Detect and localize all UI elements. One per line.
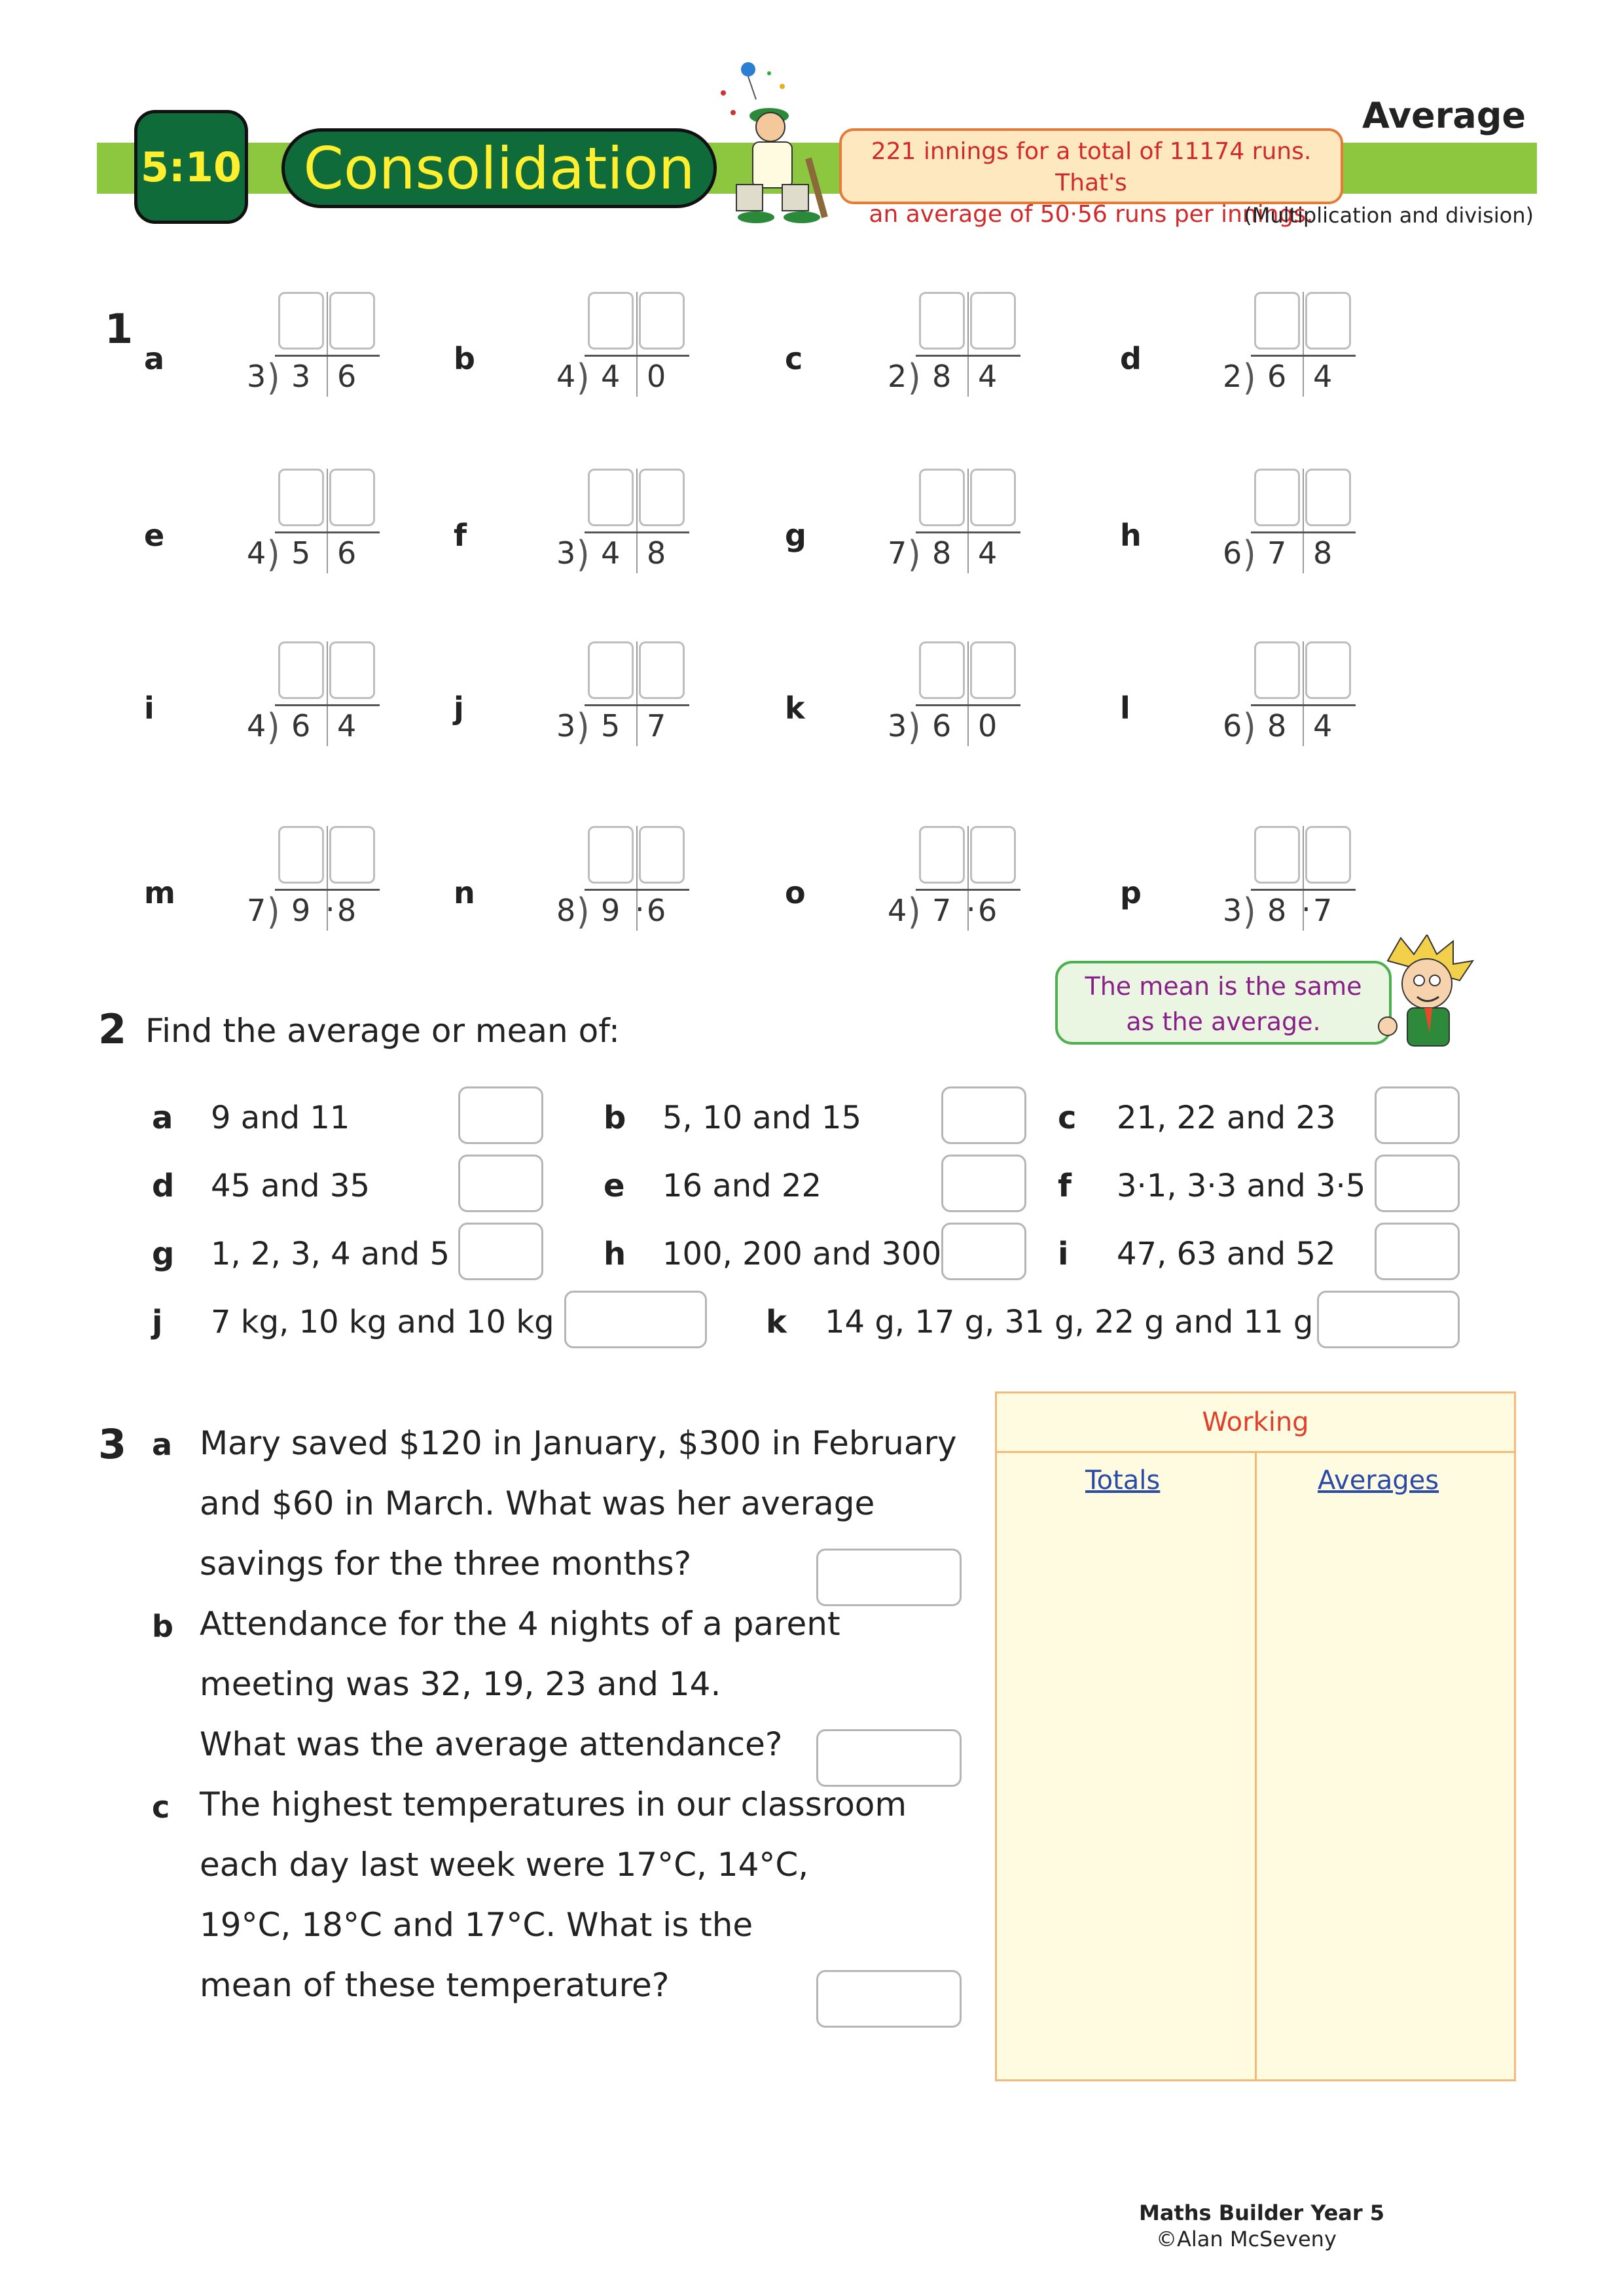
- item-label: d: [152, 1168, 175, 1204]
- problem-label: c: [785, 341, 803, 376]
- quotient-units-box[interactable]: [1305, 469, 1351, 526]
- item-label: j: [152, 1304, 163, 1340]
- answer-box-i[interactable]: [1375, 1223, 1460, 1280]
- boy-illustration: [1362, 935, 1492, 1047]
- division-problem-b: [454, 292, 693, 399]
- quotient-tens-box[interactable]: [278, 292, 324, 350]
- division-bar: [275, 531, 380, 533]
- dividend-first-digit: 4: [601, 359, 621, 394]
- question-3b-line-3: What was the average attendance?: [200, 1725, 783, 1763]
- quotient-units-box[interactable]: [639, 826, 685, 884]
- problem-label: e: [144, 518, 165, 553]
- question-2-number: 2: [98, 1005, 127, 1053]
- division-bracket: ): [908, 357, 921, 399]
- answer-box-d[interactable]: [458, 1155, 543, 1212]
- dividend-first-digit: 9: [601, 893, 621, 928]
- divisor: 4: [247, 708, 266, 744]
- problem-label: i: [144, 691, 154, 726]
- divisor: 3: [888, 708, 907, 744]
- place-value-divider: [327, 641, 328, 746]
- answer-box-j[interactable]: [564, 1291, 707, 1348]
- quotient-units-box[interactable]: [970, 292, 1016, 350]
- item-label: e: [604, 1168, 625, 1204]
- dividend-first-digit: 6: [932, 708, 952, 744]
- item-label: f: [1058, 1168, 1072, 1204]
- book-title: Maths Builder Year 5: [1139, 2200, 1385, 2225]
- answer-box-h[interactable]: [941, 1223, 1026, 1280]
- divisor: 4: [556, 359, 576, 394]
- problem-label: f: [454, 518, 467, 553]
- cricketer-illustration: [710, 60, 844, 227]
- item-label: c: [1058, 1100, 1077, 1136]
- division-bar: [585, 889, 689, 891]
- problem-label: a: [144, 341, 165, 376]
- question-3a-answer-box[interactable]: [816, 1549, 962, 1606]
- dividend-first-digit: 8: [932, 359, 952, 394]
- dividend-first-digit: 8: [932, 535, 952, 571]
- quotient-tens-box[interactable]: [1254, 469, 1300, 526]
- item-label: b: [604, 1100, 626, 1136]
- dividend-first-digit: 7: [1267, 535, 1287, 571]
- dividend-second-digit: 7: [1313, 893, 1333, 928]
- item-numbers: 16 and 22: [662, 1168, 821, 1204]
- topic-heading: Average: [1362, 95, 1526, 136]
- division-bracket: ): [908, 891, 921, 933]
- division-bar: [1251, 889, 1356, 891]
- place-value-divider: [327, 469, 328, 573]
- division-bar: [916, 355, 1020, 357]
- dividend-second-digit: 6: [337, 535, 357, 571]
- decimal-point: ·: [325, 891, 335, 927]
- division-problem-h: [1120, 469, 1359, 575]
- question-3c-answer-box[interactable]: [816, 1970, 962, 2028]
- problem-label: l: [1120, 691, 1130, 726]
- divisor: 3: [247, 359, 266, 394]
- question-3b-line-1: Attendance for the 4 nights of a parent: [200, 1605, 840, 1643]
- dividend-first-digit: 3: [291, 359, 311, 394]
- answer-box-f[interactable]: [1375, 1155, 1460, 1212]
- divisor: 7: [888, 535, 907, 571]
- item-numbers: 9 and 11: [211, 1100, 350, 1136]
- division-problem-j: [454, 641, 693, 748]
- place-value-divider: [967, 292, 969, 397]
- working-title: Working: [997, 1393, 1514, 1453]
- division-bracket: ): [1243, 533, 1256, 575]
- divisor: 8: [556, 893, 576, 928]
- answer-box-e[interactable]: [941, 1155, 1026, 1212]
- question-3c-line-1: The highest temperatures in our classroom: [200, 1785, 907, 1823]
- quotient-units-box[interactable]: [329, 469, 375, 526]
- quotient-units-box[interactable]: [329, 292, 375, 350]
- divisor: 6: [1223, 708, 1242, 744]
- divisor: 4: [888, 893, 907, 928]
- item-label: h: [604, 1236, 626, 1272]
- dividend-second-digit: 8: [1313, 535, 1333, 571]
- question-3b-label: b: [152, 1609, 173, 1644]
- quotient-tens-box[interactable]: [588, 641, 634, 699]
- question-3a-label: a: [152, 1427, 173, 1462]
- division-bar: [585, 531, 689, 533]
- problem-label: j: [454, 691, 464, 726]
- division-problem-o: [785, 826, 1024, 933]
- item-numbers: 45 and 35: [211, 1168, 370, 1204]
- dividend-first-digit: 6: [291, 708, 311, 744]
- division-problem-p: [1120, 826, 1359, 933]
- subtopic-heading: (Multiplication and division): [1244, 203, 1534, 228]
- dividend-second-digit: 8: [337, 893, 357, 928]
- divisor: 3: [556, 535, 576, 571]
- quotient-tens-box[interactable]: [1254, 826, 1300, 884]
- divisor: 3: [1223, 893, 1242, 928]
- division-bracket: ): [577, 533, 590, 575]
- place-value-divider: [636, 469, 638, 573]
- division-bar: [916, 531, 1020, 533]
- item-numbers: 47, 63 and 52: [1117, 1236, 1336, 1272]
- item-numbers: 21, 22 and 23: [1117, 1100, 1336, 1136]
- item-numbers: 3·1, 3·3 and 3·5: [1117, 1168, 1366, 1204]
- divisor: 7: [247, 893, 266, 928]
- decimal-point: ·: [966, 891, 976, 927]
- title-pill: [281, 128, 717, 208]
- dividend-second-digit: 0: [647, 359, 666, 394]
- dividend-second-digit: 6: [978, 893, 998, 928]
- item-numbers: 7 kg, 10 kg and 10 kg: [211, 1304, 554, 1340]
- answer-box-b[interactable]: [941, 1086, 1026, 1144]
- division-bar: [275, 704, 380, 706]
- dividend-first-digit: 6: [1267, 359, 1287, 394]
- quotient-tens-box[interactable]: [919, 469, 965, 526]
- dividend-second-digit: 0: [978, 708, 998, 744]
- quotient-tens-box[interactable]: [919, 826, 965, 884]
- answer-box-g[interactable]: [458, 1223, 543, 1280]
- quotient-units-box[interactable]: [970, 826, 1016, 884]
- quotient-units-box[interactable]: [1305, 292, 1351, 350]
- item-numbers: 100, 200 and 300: [662, 1236, 942, 1272]
- division-bar: [275, 355, 380, 357]
- division-bracket: ): [577, 706, 590, 748]
- copyright: ©Alan McSeveny: [1156, 2227, 1337, 2251]
- quotient-tens-box[interactable]: [588, 469, 634, 526]
- problem-label: p: [1120, 875, 1142, 910]
- problem-label: d: [1120, 341, 1142, 376]
- division-bar: [1251, 355, 1356, 357]
- question-3-number: 3: [98, 1420, 127, 1468]
- quotient-tens-box[interactable]: [919, 292, 965, 350]
- division-bracket: ): [1243, 891, 1256, 933]
- division-bar: [916, 889, 1020, 891]
- problem-label: h: [1120, 518, 1142, 553]
- question-3c-label: c: [152, 1789, 170, 1825]
- division-bar: [916, 704, 1020, 706]
- totals-column-heading: Totals: [1085, 1465, 1161, 1496]
- division-problem-i: [144, 641, 383, 748]
- item-numbers: 1, 2, 3, 4 and 5: [211, 1236, 450, 1272]
- quotient-units-box[interactable]: [970, 641, 1016, 699]
- problem-label: k: [785, 691, 805, 726]
- divisor: 2: [888, 359, 907, 394]
- division-bracket: ): [267, 891, 280, 933]
- division-problem-m: [144, 826, 383, 933]
- item-label: a: [152, 1100, 173, 1136]
- dividend-second-digit: 8: [647, 535, 666, 571]
- division-bar: [275, 889, 380, 891]
- dividend-second-digit: 4: [1313, 359, 1333, 394]
- division-problem-l: [1120, 641, 1359, 748]
- question-3a-line-2: and $60 in March. What was her average: [200, 1484, 875, 1522]
- question-3b-line-2: meeting was 32, 19, 23 and 14.: [200, 1665, 721, 1703]
- divisor: 6: [1223, 535, 1242, 571]
- dividend-second-digit: 4: [337, 708, 357, 744]
- place-value-divider: [636, 641, 638, 746]
- question-2-prompt: Find the average or mean of:: [145, 1012, 620, 1050]
- question-3c-line-2: each day last week were 17°C, 14°C,: [200, 1846, 809, 1884]
- page-title: Consolidation: [303, 134, 695, 202]
- answer-box-k[interactable]: [1317, 1291, 1460, 1348]
- division-problem-d: [1120, 292, 1359, 399]
- working-divider: [1255, 1451, 1257, 2081]
- dividend-second-digit: 4: [978, 535, 998, 571]
- question-3a-line-1: Mary saved $120 in January, $300 in February: [200, 1424, 957, 1462]
- dividend-second-digit: 7: [647, 708, 666, 744]
- problem-label: b: [454, 341, 475, 376]
- problem-label: o: [785, 875, 806, 910]
- quotient-tens-box[interactable]: [588, 292, 634, 350]
- quotient-tens-box[interactable]: [1254, 641, 1300, 699]
- division-bar: [585, 355, 689, 357]
- place-value-divider: [967, 469, 969, 573]
- divisor: 4: [247, 535, 266, 571]
- division-problem-c: [785, 292, 1024, 399]
- answer-box-a[interactable]: [458, 1086, 543, 1144]
- question-3c-line-4: mean of these temperature?: [200, 1966, 670, 2004]
- problem-label: g: [785, 518, 806, 553]
- item-numbers: 14 g, 17 g, 31 g, 22 g and 11 g: [825, 1304, 1314, 1340]
- division-problem-a: [144, 292, 383, 399]
- division-bracket: ): [1243, 706, 1256, 748]
- place-value-divider: [1303, 641, 1304, 746]
- quotient-units-box[interactable]: [1305, 826, 1351, 884]
- dividend-first-digit: 7: [932, 893, 952, 928]
- place-value-divider: [967, 641, 969, 746]
- division-bracket: ): [1243, 357, 1256, 399]
- quotient-units-box[interactable]: [639, 469, 685, 526]
- division-bracket: ): [267, 533, 280, 575]
- dividend-second-digit: 4: [1313, 708, 1333, 744]
- place-value-divider: [327, 292, 328, 397]
- lesson-number-badge: [134, 110, 248, 224]
- quotient-tens-box[interactable]: [919, 641, 965, 699]
- quotient-tens-box[interactable]: [1254, 292, 1300, 350]
- question-3b-answer-box[interactable]: [816, 1729, 962, 1787]
- division-bracket: ): [577, 357, 590, 399]
- quotient-units-box[interactable]: [639, 292, 685, 350]
- dividend-second-digit: 4: [978, 359, 998, 394]
- quotient-tens-box[interactable]: [278, 641, 324, 699]
- division-bracket: ): [267, 706, 280, 748]
- problem-label: n: [454, 875, 475, 910]
- division-bracket: ): [267, 357, 280, 399]
- dividend-first-digit: 8: [1267, 708, 1287, 744]
- dividend-second-digit: 6: [647, 893, 666, 928]
- question-3c-line-3: 19°C, 18°C and 17°C. What is the: [200, 1906, 753, 1944]
- division-bar: [1251, 704, 1356, 706]
- speech-line-2: an average of 50·56 runs per innings.: [869, 201, 1314, 228]
- mean-speech-bubble: [1055, 961, 1392, 1045]
- speech-line-1: 221 innings for a total of 11174 runs. That's: [871, 138, 1312, 196]
- lesson-number: 5:10: [140, 143, 242, 191]
- divisor: 2: [1223, 359, 1242, 394]
- division-bracket: ): [577, 891, 590, 933]
- division-bar: [1251, 531, 1356, 533]
- division-problem-f: [454, 469, 693, 575]
- dividend-first-digit: 9: [291, 893, 311, 928]
- item-label: i: [1058, 1236, 1069, 1272]
- dividend-first-digit: 8: [1267, 893, 1287, 928]
- decimal-point: ·: [1301, 891, 1311, 927]
- dividend-first-digit: 5: [291, 535, 311, 571]
- item-label: k: [766, 1304, 787, 1340]
- dividend-first-digit: 5: [601, 708, 621, 744]
- division-problem-n: [454, 826, 693, 933]
- division-bracket: ): [908, 533, 921, 575]
- working-panel[interactable]: [995, 1391, 1516, 2081]
- dividend-second-digit: 6: [337, 359, 357, 394]
- speech-line-2: as the average.: [1126, 1007, 1321, 1036]
- division-problem-g: [785, 469, 1024, 575]
- quotient-units-box[interactable]: [329, 641, 375, 699]
- item-label: g: [152, 1236, 175, 1272]
- averages-column-heading: Averages: [1318, 1465, 1439, 1496]
- place-value-divider: [636, 292, 638, 397]
- quotient-units-box[interactable]: [639, 641, 685, 699]
- item-numbers: 5, 10 and 15: [662, 1100, 862, 1136]
- quotient-tens-box[interactable]: [588, 826, 634, 884]
- divisor: 3: [556, 708, 576, 744]
- quotient-tens-box[interactable]: [278, 826, 324, 884]
- quotient-units-box[interactable]: [329, 826, 375, 884]
- quotient-units-box[interactable]: [1305, 641, 1351, 699]
- question-3a-line-3: savings for the three months?: [200, 1545, 692, 1583]
- question-1-number: 1: [105, 305, 134, 353]
- division-bar: [585, 704, 689, 706]
- place-value-divider: [1303, 469, 1304, 573]
- quotient-tens-box[interactable]: [278, 469, 324, 526]
- decimal-point: ·: [635, 891, 645, 927]
- place-value-divider: [1303, 292, 1304, 397]
- answer-box-c[interactable]: [1375, 1086, 1460, 1144]
- header-speech-bubble: [839, 128, 1343, 228]
- division-problem-k: [785, 641, 1024, 748]
- speech-line-1: The mean is the same: [1085, 972, 1362, 1001]
- dividend-first-digit: 4: [601, 535, 621, 571]
- division-problem-e: [144, 469, 383, 575]
- quotient-units-box[interactable]: [970, 469, 1016, 526]
- division-bracket: ): [908, 706, 921, 748]
- problem-label: m: [144, 875, 175, 910]
